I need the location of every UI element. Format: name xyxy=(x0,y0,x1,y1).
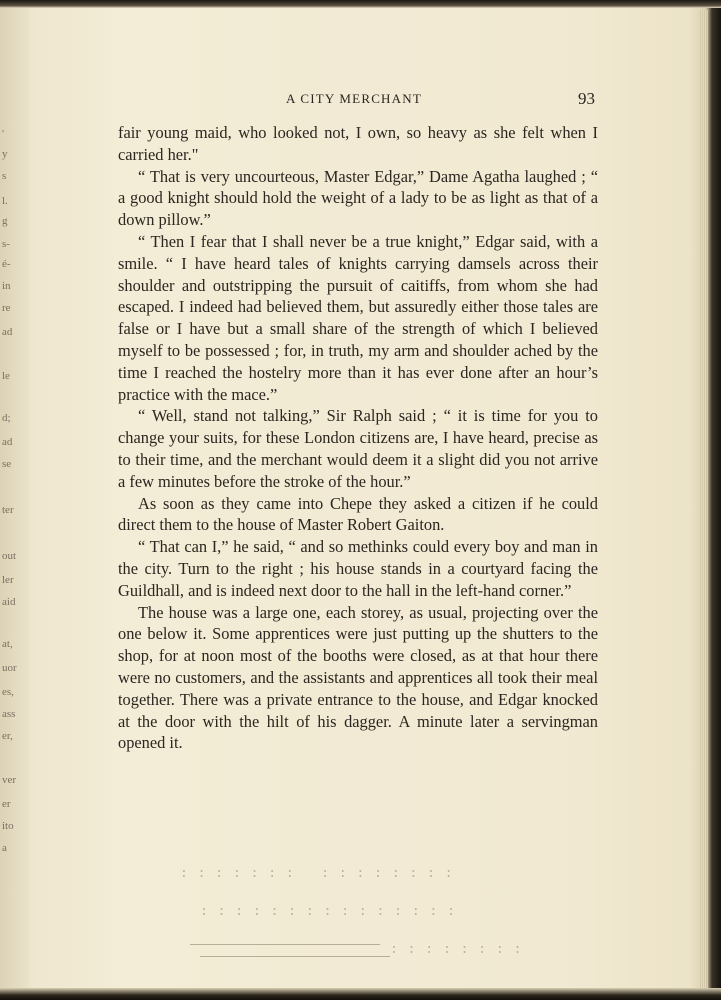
bleed-fragment: ad xyxy=(2,436,13,448)
bleed-fragment: g xyxy=(2,215,8,227)
bleed-fragment: s- xyxy=(2,238,10,250)
bleed-fragment: aid xyxy=(2,596,16,608)
bleed-fragment: at, xyxy=(2,638,13,650)
bleed-fragment: out xyxy=(2,550,17,562)
faded-dots: : : : : : : : : xyxy=(390,942,523,957)
paragraph: The house was a large one, each storey, as usual, projecting over the one below it. Some apprentices were just putting up the shutters to the shop, for at noon most of the booths were closed, as at that hour there were no customers, and the assistants and apprentices all took their meal together. There was a private entrance to the house, and Edgar knocked at the door with the hilt of his dagger. A minute later a servingman opened it. xyxy=(118,602,598,753)
bleed-fragment: er, xyxy=(2,730,13,742)
bleed-fragment: ito xyxy=(2,820,14,832)
bleed-fragment: é- xyxy=(2,258,11,270)
paragraph: fair young maid, who looked not, I own, so heavy as she felt when I carried her." xyxy=(118,123,598,164)
bleed-fragment: d; xyxy=(2,412,11,424)
running-title: A CITY MERCHANT xyxy=(286,91,422,106)
page-header xyxy=(118,89,598,111)
paragraph: “ That can I,” he said, “ and so methinks could every boy and man in the city. Turn to the right ; his house stands in a courtyard facing the Guildhall, and is indeed next door to the hall in the left-hand corner.” xyxy=(118,537,598,600)
bleed-fragment: le xyxy=(2,370,10,382)
bleed-fragment: ass xyxy=(2,708,16,720)
bleed-fragment: ler xyxy=(2,574,14,586)
bleed-fragment: re xyxy=(2,302,11,314)
bleed-fragment: ad xyxy=(2,326,13,338)
body-text xyxy=(118,122,598,754)
faded-dots: : : : : : : : : : : : : : : : xyxy=(180,866,454,881)
bleed-fragment: ter xyxy=(2,504,14,516)
bleed-fragment: a xyxy=(2,842,7,854)
faded-rule xyxy=(190,944,380,945)
bleed-fragment: y xyxy=(2,148,8,160)
paragraph: “ That is very uncourteous, Master Edgar,” Dame Agatha laughed ; “ a good knight should hold the weight of a lady to be as light as that of a down pillow.” xyxy=(118,166,598,230)
bleed-fragment: uor xyxy=(2,662,17,674)
bottom-edge xyxy=(0,988,721,1000)
faded-rule xyxy=(200,956,390,957)
bleed-fragment: ' xyxy=(2,128,4,140)
bleed-fragment: er xyxy=(2,798,11,810)
bleed-fragment: se xyxy=(2,458,12,470)
paragraph: “ Well, stand not talking,” Sir Ralph said ; “ it is time for you to change your suits, for these London citizens are, I have heard, precise as to their time, and the merchant would deem it a slight did you not arrive a few minutes before the stroke of the hour.” xyxy=(118,406,598,491)
bleed-fragment: es, xyxy=(2,686,14,698)
bleed-fragment: s xyxy=(2,170,7,182)
faded-dots: : : : : : : : : : : : : : : : xyxy=(200,904,456,919)
paragraph: “ Then I fear that I shall never be a true knight,” Edgar said, with a smile. “ I have heard tales of knights carrying damsels across their shoulder and outstripping the pursuit of caitiffs, from whom she had escaped. I indeed had believed them, but assuredly either those tales are false or I have but a small share of the strength of which I believed myself to be possessed ; for, in truth, my arm and shoulder ached by the time I reached the hostelry more than it has ever done after an hour’s practice with the mace.” xyxy=(118,231,598,404)
bleed-fragment: ver xyxy=(2,774,17,786)
page-edges xyxy=(700,10,708,990)
paragraph: As soon as they came into Chepe they asked a citizen if he could direct them to the house of Master Robert Gaiton. xyxy=(118,493,598,535)
top-edge xyxy=(0,0,721,8)
bleed-fragment: l. xyxy=(2,195,8,207)
page-number: 93 xyxy=(578,89,595,108)
bleed-fragment: in xyxy=(2,280,11,292)
